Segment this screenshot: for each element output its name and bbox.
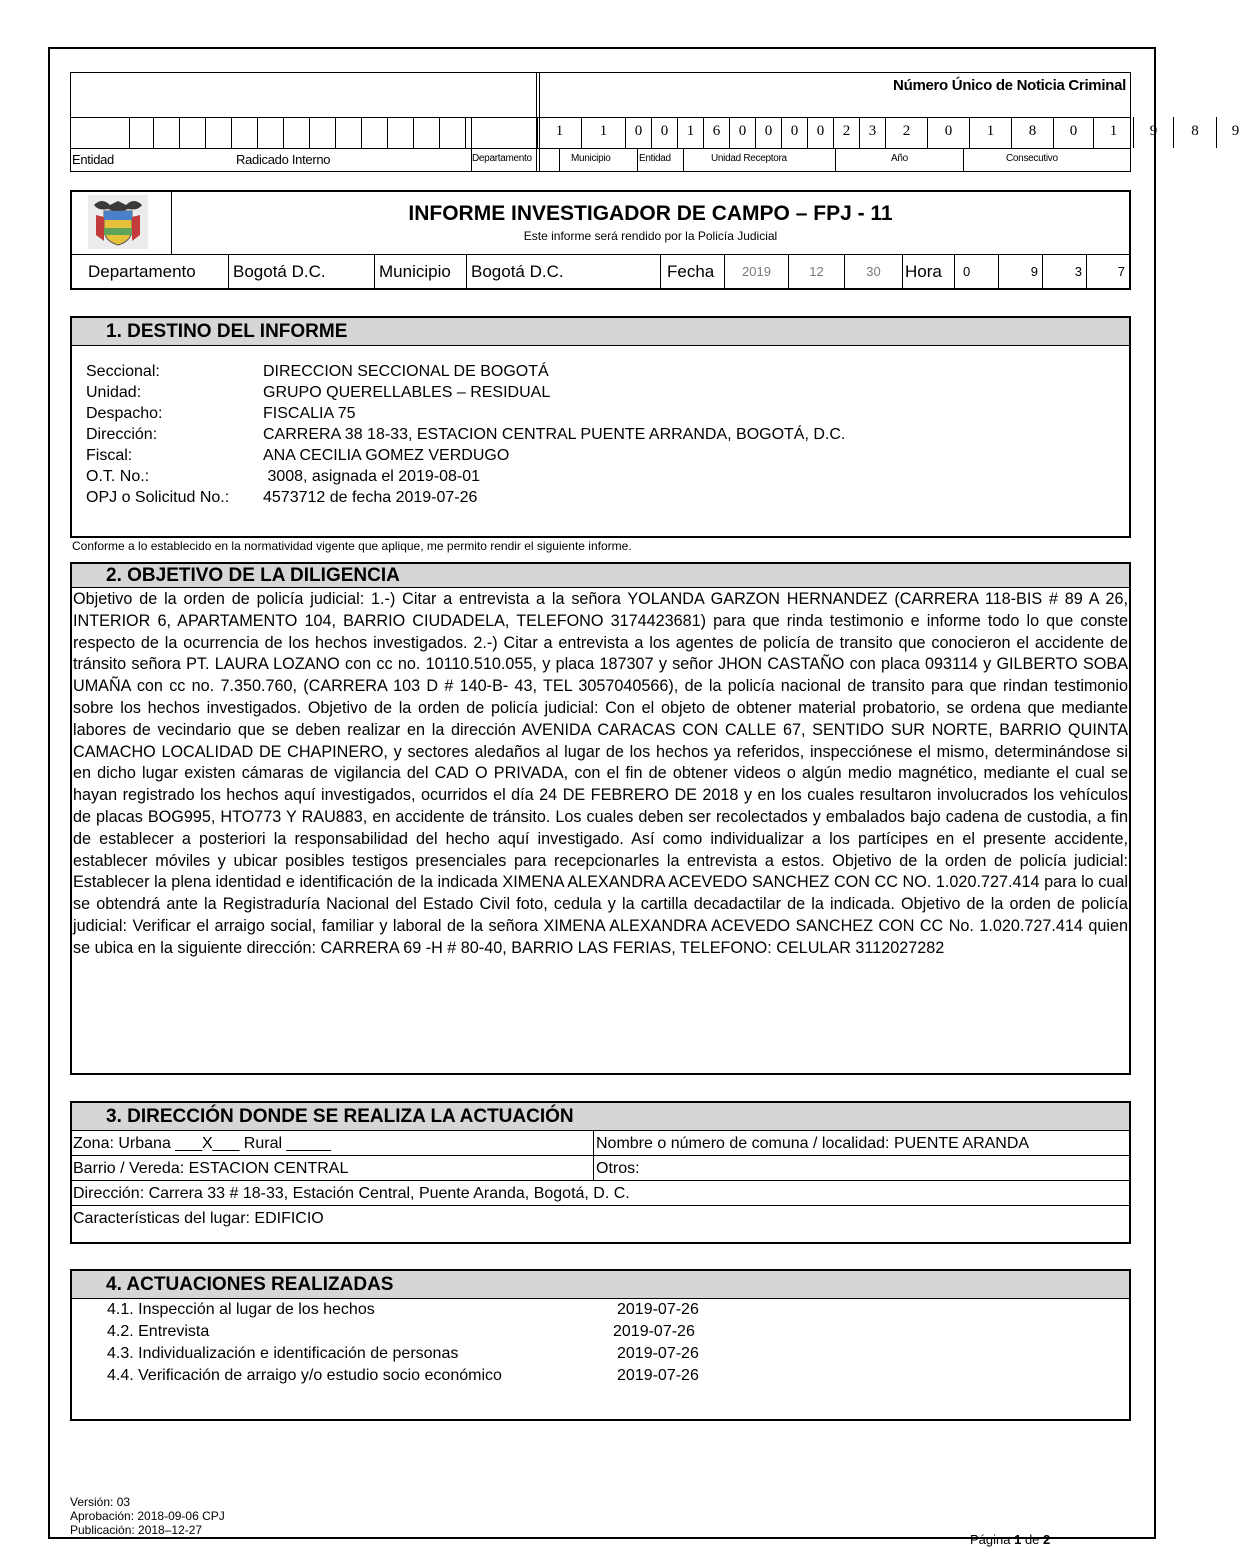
destino-value: DIRECCION SECCIONAL DE BOGOTÁ xyxy=(263,363,549,380)
hora-digit-1: 0 xyxy=(954,255,998,288)
label-consecutivo: Consecutivo xyxy=(1006,153,1058,164)
nunc-digit: 0 xyxy=(625,117,651,148)
actuacion-date: 2019-07-26 xyxy=(613,1323,695,1340)
actuacion-label: 4.3. Individualización e identificación de personas xyxy=(107,1345,459,1362)
municipio-label: Municipio xyxy=(374,255,466,288)
nunc-digit: 0 xyxy=(729,117,755,148)
destino-key: Unidad: xyxy=(86,384,142,401)
direccion-field: Dirección: Carrera 33 # 18-33, Estación Central, Puente Aranda, Bogotá, D. C. xyxy=(72,1181,1129,1206)
location-date-row xyxy=(72,254,1129,288)
destino-value: ANA CECILIA GOMEZ VERDUGO xyxy=(263,447,510,464)
nunc-digit: 9 xyxy=(1133,117,1173,148)
nunc-digit: 2 xyxy=(885,117,927,148)
nunc-digit: 0 xyxy=(807,117,833,148)
section-4-heading: 4. ACTUACIONES REALIZADAS xyxy=(72,1271,1129,1299)
nunc-digits xyxy=(471,117,1254,148)
nunc-digit: 3 xyxy=(859,117,885,148)
section-actuaciones xyxy=(70,1269,1131,1421)
actuacion-label: 4.4. Verificación de arraigo y/o estudio socio económico xyxy=(107,1367,502,1384)
label-anio: Año xyxy=(891,153,908,164)
hora-digit-2: 9 xyxy=(998,255,1042,288)
destino-row xyxy=(86,445,845,466)
nunc-digit: 0 xyxy=(781,117,807,148)
document-title: INFORME INVESTIGADOR DE CAMPO – FPJ - 11 xyxy=(408,202,893,225)
destino-row xyxy=(86,382,845,403)
destino-value: GRUPO QUERELLABLES – RESIDUAL xyxy=(263,384,551,401)
municipio-value: Bogotá D.C. xyxy=(466,255,660,288)
departamento-value: Bogotá D.C. xyxy=(228,255,374,288)
destino-key: Dirección: xyxy=(86,426,158,443)
label-radicado: Radicado Interno xyxy=(236,152,331,167)
nunc-digit: 1 xyxy=(537,117,581,148)
fecha-label: Fecha xyxy=(660,255,724,288)
nunc-digit: 9 xyxy=(1216,117,1254,148)
fecha-day: 30 xyxy=(844,255,902,288)
radicado-cells xyxy=(71,117,489,148)
destino-key: OPJ o Solicitud No.: xyxy=(86,489,230,506)
nunc-digit: 0 xyxy=(755,117,781,148)
destino-row xyxy=(86,403,845,424)
nunc-digit: 0 xyxy=(1053,117,1093,148)
caracteristicas-field: Características del lugar: EDIFICIO xyxy=(73,1210,324,1227)
fecha-month: 12 xyxy=(788,255,844,288)
label-departamento: Departamento xyxy=(472,153,532,164)
section-direccion xyxy=(70,1101,1131,1244)
nunc-title: Número Único de Noticia Criminal xyxy=(893,77,1126,94)
section-3-heading: 3. DIRECCIÓN DONDE SE REALIZA LA ACTUACIÓN xyxy=(72,1103,1129,1131)
departamento-label: Departamento xyxy=(88,262,196,281)
otros-field: Otros: xyxy=(593,1156,640,1180)
destino-row xyxy=(86,424,845,445)
destino-value: FISCALIA 75 xyxy=(263,405,356,422)
nunc-digit: 1 xyxy=(581,117,625,148)
section-objetivo xyxy=(70,562,1131,1075)
destino-fields xyxy=(86,361,845,508)
hora-digit-4: 7 xyxy=(1086,255,1129,288)
nunc-digit: 0 xyxy=(927,117,969,148)
actuacion-date: 2019-07-26 xyxy=(617,1345,699,1362)
section-destino xyxy=(70,316,1131,538)
logo-cell xyxy=(72,192,172,254)
destino-key: Despacho: xyxy=(86,405,163,422)
actuacion-label: 4.1. Inspección al lugar de los hechos xyxy=(107,1301,375,1318)
section-1-heading: 1. DESTINO DEL INFORME xyxy=(72,318,1129,346)
footer-version-block xyxy=(70,1495,225,1537)
section-2-heading: 2. OBJETIVO DE LA DILIGENCIA xyxy=(72,564,1129,588)
label-unidad-receptora: Unidad Receptora xyxy=(711,153,787,164)
fecha-year: 2019 xyxy=(724,255,788,288)
destino-key: Seccional: xyxy=(86,363,160,380)
nunc-digit: 8 xyxy=(1011,117,1053,148)
footer-publicacion: Publicación: 2018–12-27 xyxy=(70,1523,203,1537)
label-entidad: Entidad xyxy=(72,152,114,167)
zona-field: Zona: Urbana ___X___ Rural _____ xyxy=(73,1135,331,1152)
label-entidad-2: Entidad xyxy=(639,153,671,164)
page-number: Página 1 de 2 xyxy=(970,1532,1051,1547)
actuacion-date: 2019-07-26 xyxy=(617,1367,699,1384)
title-block xyxy=(70,190,1131,290)
document-subtitle: Este informe será rendido por la Policía Judicial xyxy=(523,229,778,243)
hora-label: Hora xyxy=(902,255,954,288)
actuacion-label: 4.2. Entrevista xyxy=(107,1323,210,1340)
destino-row xyxy=(86,466,845,487)
colombia-coat-of-arms-icon xyxy=(88,195,148,249)
case-number-grid xyxy=(70,72,1240,172)
objetivo-text: Objetivo de la orden de policía judicial: 1.-) Citar a entrevista a la señora YOLANDA GARZON HERNANDEZ (CARRERA 118-BIS # 89 A 26, INTERIOR 6, APARTAMENTO 104, BARRIO CIUDADELA, TELEFONO 3174423681) para que rinda testimonio e informe todo lo que conste respecto de la ocurrencia de los hechos investigados. 2.-) Citar a entrevista a los agentes de policía de transito que conocieron el accidente de tránsito señora PT. LAURA LOZANO con cc no. 10110.510.055, y placa 187307 y señor JHON CASTAÑO con placa 093114 y GILBERTO SOBA UMAÑA con cc no. 7.350.760, (CARRERA 103 D # 140-B- 43, TEL 3057040566), de la policía nacional de transito para que rindan testimonio sobre los hechos investigados. Objetivo de la orden de policía judicial: Con el objeto de obtener material probatorio, se ordena que mediante labores de vecindario que se deben realizar en la dirección AVENIDA CARACAS CON CALLE 67, SENTIDO SUR NORTE, BARRIO QUINTA CAMACHO LOCALIDAD DE CHAPINERO, y sectores aledaños al lugar de los hechos ya referidos, inspecciónese el mismo, determinándose si en dicho lugar existen cámaras de vigilancia del CAD O PRIVADA, con el fin de obtener videos o algún medio magnético, mediante el cual se hayan registrado los hechos aquí investigados, ocurridos el día 24 DE FEBRERO DE 2018 y en los cuales resultaron involucrados los vehículos de placas BOG995, HTO773 Y RAU883, en accidente de tránsito. Los cuales deben ser recolectados y embalados bajo cadena de custodia, a fin de establecer a posteriori la responsabilidad del hecho aquí investigado. Así como individualizar a los partícipes en el presente accidente, establecer móviles y ubicar posibles testigos presenciales para recepcionarles la entrevista a estos. Objetivo de la orden de policía judicial: Establecer la plena identidad e identificación de la indicada XIMENA ALEXANDRA ACEVEDO SANCHEZ CON CC NO. 1.020.727.414 para lo cual se obtendrá ante la Registraduría Nacional del Estado Civil foto, cedula y la cartilla decadactilar de la indicada. Objetivo de la orden de policía judicial: Verificar el arraigo social, familiar y laboral de la señora XIMENA ALEXANDRA ACEVEDO SANCHEZ CON CC No. 1.020.727.414 quien se ubica en la siguiente dirección: CARRERA 69 -H # 80-40, BARRIO LAS FERIAS, TELEFONO: CELULAR 3112027282 xyxy=(73,590,1128,957)
actuacion-date: 2019-07-26 xyxy=(617,1301,699,1318)
conformity-note: Conforme a lo establecido en la normatividad vigente que aplique, me permito rendir el siguiente informe. xyxy=(72,539,632,553)
destino-key: Fiscal: xyxy=(86,447,133,464)
nunc-digit: 8 xyxy=(1173,117,1216,148)
comuna-field: Nombre o número de comuna / localidad: PUENTE ARANDA xyxy=(593,1131,1029,1155)
hora-digit-3: 3 xyxy=(1042,255,1086,288)
destino-row xyxy=(86,487,845,508)
destino-value: 3008, asignada el 2019-08-01 xyxy=(263,468,481,485)
destino-key: O.T. No.: xyxy=(86,468,150,485)
nunc-digit: 6 xyxy=(703,117,729,148)
destino-value: CARRERA 38 18-33, ESTACION CENTRAL PUENTE ARRANDA, BOGOTÁ, D.C. xyxy=(263,426,846,443)
label-municipio: Municipio xyxy=(571,153,611,164)
destino-value: 4573712 de fecha 2019-07-26 xyxy=(263,489,478,506)
nunc-digit: 0 xyxy=(651,117,677,148)
footer-version: Versión: 03 xyxy=(70,1495,131,1509)
barrio-field: Barrio / Vereda: ESTACION CENTRAL xyxy=(73,1160,349,1177)
footer-aprobacion: Aprobación: 2018-09-06 CPJ xyxy=(70,1509,225,1523)
nunc-digit: 1 xyxy=(677,117,703,148)
nunc-digit: 1 xyxy=(969,117,1011,148)
nunc-digit: 1 xyxy=(1093,117,1133,148)
destino-row xyxy=(86,361,845,382)
nunc-digit: 2 xyxy=(833,117,859,148)
